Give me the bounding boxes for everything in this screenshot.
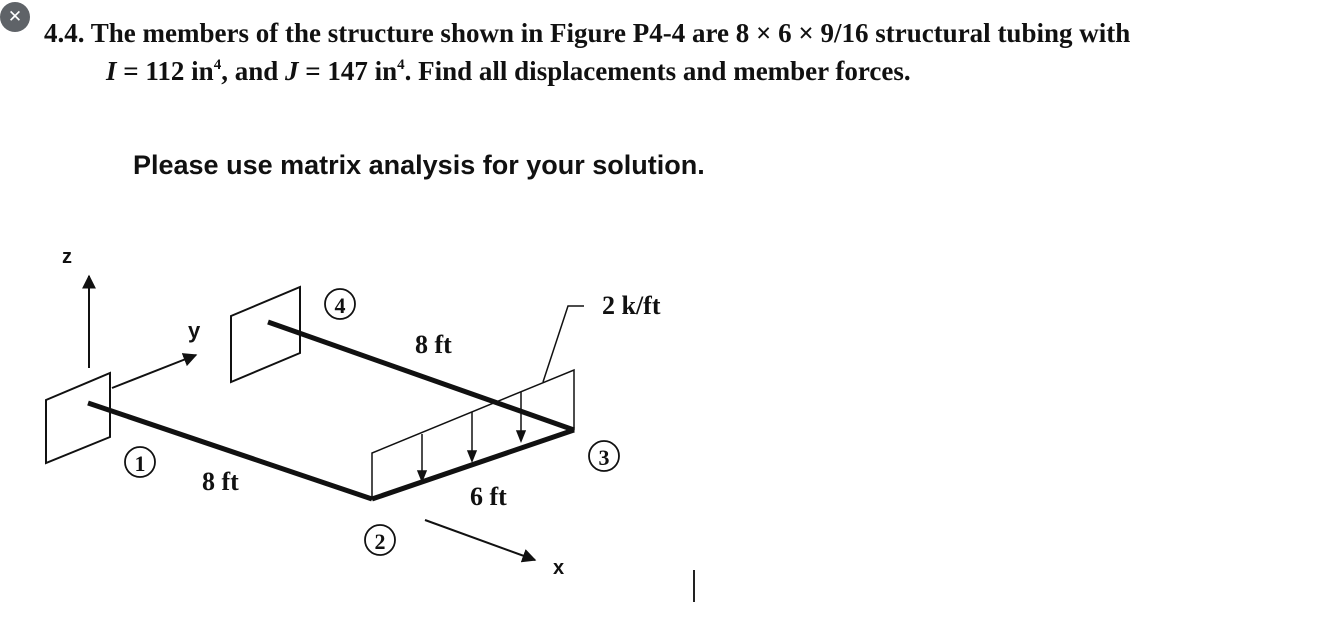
svg-text:1: 1 [134, 451, 146, 476]
I-symbol: I [106, 56, 117, 86]
J-value: = 147 in [298, 56, 398, 86]
J-exponent: 4 [397, 57, 405, 73]
svg-text:4: 4 [334, 293, 346, 318]
svg-text:2: 2 [374, 529, 386, 554]
dimension-member-2-3: 6 ft [470, 482, 507, 511]
distributed-load-outline [372, 370, 574, 499]
I-exponent: 4 [213, 57, 222, 73]
mid-text: , and [221, 56, 285, 86]
I-value: = 112 in [116, 56, 214, 86]
x-axis-label: x [553, 557, 565, 579]
problem-number: 4.4. [44, 18, 85, 48]
node-label-4 [325, 289, 355, 319]
wall-support-node-1 [46, 373, 110, 463]
dimension-member-4-3: 8 ft [415, 330, 452, 359]
wall-support-node-4 [231, 287, 300, 382]
node-label-2 [365, 525, 395, 555]
x-axis-arrow [425, 520, 535, 560]
load-label: 2 k/ft [602, 291, 661, 320]
y-axis-arrow [112, 355, 196, 388]
close-icon: ✕ [7, 7, 23, 27]
y-axis-label: y [188, 318, 201, 343]
text-cursor [693, 570, 695, 602]
svg-text:3: 3 [598, 445, 610, 470]
end-text: . Find all displacements and member forces. [404, 56, 911, 86]
J-symbol: J [284, 56, 299, 86]
dimension-member-1-2: 8 ft [202, 467, 239, 496]
node-label-3 [589, 441, 619, 471]
node-label-1 [125, 447, 155, 477]
load-leader-line [543, 306, 584, 382]
problem-line1-text: The members of the structure shown in Figure P4-4 are 8 × 6 × 9/16 structural tubing with [84, 18, 1131, 48]
z-axis-label: z [62, 246, 72, 268]
instruction-text: Please use matrix analysis for your solution. [133, 150, 705, 180]
